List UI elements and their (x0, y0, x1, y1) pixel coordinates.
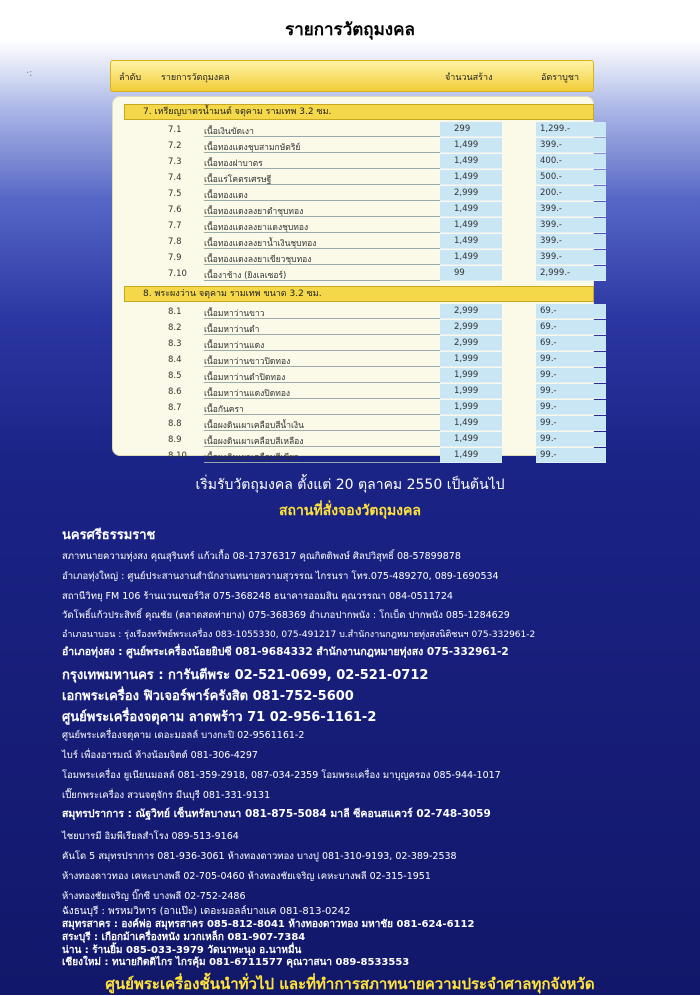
order-heading: สถานที่สั่งจองวัตถุมงคล (279, 503, 421, 519)
contact-line: ห้างทองดาวทอง เคหะบางพลี 02-705-0460 ห้างทองชัยเจริญ เคหะบางพลี 02-315-1951 (62, 871, 431, 882)
item-number: 8.8 (168, 419, 182, 429)
page-title: รายการวัตถุมงคล (285, 20, 415, 40)
table-row (124, 234, 594, 250)
contact-line: ศูนย์พระเครื่องจตุคาม ลาดพร้าว 71 02-956-1161-2 (62, 710, 377, 725)
item-name: เนื้องาช้าง (ยิงเลเซอร์) (204, 268, 466, 281)
item-quantity: 299 (440, 122, 502, 137)
item-number: 7.10 (168, 269, 187, 279)
contact-line: ไชยบารมี อิมพีเรียลสำโรง 089-513-9164 (62, 831, 239, 842)
item-quantity: 2,999 (440, 320, 502, 335)
item-price: 2,999.- (536, 266, 606, 281)
region-chiangmai: เชียงใหม่ : ทนายกิตติไกร ไกรคุ้ม 081-6711577 คุณวาสนา 089-8533553 (62, 957, 410, 968)
item-quantity: 99 (440, 266, 502, 281)
item-number: 7.2 (168, 141, 182, 151)
item-number: 8.3 (168, 339, 182, 349)
item-name: เนื้อผงดินเผาเคลือบสีเหลือง (204, 434, 466, 447)
contact-line: เปี๊ยกพระเครื่อง สวนจตุจักร มีนบุรี 081-331-9131 (62, 790, 271, 801)
item-quantity: 1,999 (440, 368, 502, 383)
item-number: 8.9 (168, 435, 182, 445)
table-header (110, 60, 594, 92)
table-row (124, 186, 594, 202)
item-number: 7.4 (168, 173, 182, 183)
item-name: เนื้อแร่โคตรเศรษฐี (204, 172, 466, 185)
item-name: เนื้อมหาว่านขาวปิดทอง (204, 354, 466, 367)
header-qty: จำนวนสร้าง (445, 73, 493, 83)
item-number: 7.5 (168, 189, 182, 199)
item-number: 7.1 (168, 125, 182, 135)
contact-line: อำเภอนาบอน : รุ่งเรืองทรัพย์พระเครื่อง 083-1055330, 075-491217 บ.สำนักงานกฎหมายทุ่งสงนิติชนฯ 075-332961-2 (62, 630, 536, 640)
item-price: 69.- (536, 336, 606, 351)
region-samutprakan: สมุทรปราการ : ณัฐวิทย์ เซ็นทรัลบางนา 081-875-5084 มาลี ซีคอนสแควร์ 02-748-3059 (62, 808, 491, 820)
table-row (124, 400, 594, 416)
item-quantity: 1,499 (440, 416, 502, 431)
item-price: 200.- (536, 186, 606, 201)
contact-line: อำเภอทุ่งสง : ศูนย์พระเครื่องน้อยยิปซี 081-9684332 สำนักงานกฎหมายทุ่งสง 075-332961-2 (62, 646, 509, 658)
item-number: 7.9 (168, 253, 182, 263)
item-quantity: 1,499 (440, 154, 502, 169)
item-quantity: 1,499 (440, 170, 502, 185)
contact-line: สถานีวิทยุ FM 106 ร้านแวนเซอร์วิส 075-368248 ธนาคารออมสิน คุณวรรณา 084-0511724 (62, 591, 453, 602)
item-quantity: 1,499 (440, 250, 502, 265)
table-row (124, 432, 594, 448)
region-saraburi: สระบุรี : เกือกม้าเครื่องหนัง มวกเหล็ก 081-907-7384 (62, 932, 306, 943)
table-row (124, 122, 594, 138)
table-row (124, 336, 594, 352)
item-name: เนื้อทองแดง (204, 188, 466, 201)
item-number: 7.6 (168, 205, 182, 215)
item-price: 1,299.- (536, 122, 606, 137)
region-nakhon: นครศรีธรรมราช (62, 528, 156, 543)
item-price: 99.- (536, 368, 606, 383)
contact-line: ศูนย์พระเครื่องจตุคาม เดอะมอลล์ บางกะปิ 02-9561161-2 (62, 730, 305, 741)
item-name: เนื้อมหาว่านขาว (204, 306, 466, 319)
item-number: 8.10 (168, 451, 187, 461)
item-price: 99.- (536, 448, 606, 463)
item-price: 399.- (536, 250, 606, 265)
contact-line: ห้างทองชัยเจริญ บิ๊กซี บางพลี 02-752-2486 (62, 891, 246, 902)
item-quantity: 1,999 (440, 352, 502, 367)
item-number: 7.3 (168, 157, 182, 167)
item-quantity: 1,999 (440, 384, 502, 399)
header-price: อัตราบูชา (541, 73, 580, 83)
item-price: 400.- (536, 154, 606, 169)
item-quantity: 1,999 (440, 400, 502, 415)
item-name: เนื้อผงดินเผาเคลือบสีน้ำเงิน (204, 418, 466, 431)
item-name: เนื้อทองแดงชุบสามกษัตริย์ (204, 140, 466, 153)
contact-line: ไบร์ เพื่องอารมณ์ ห้างน้อมจิตต์ 081-306-4297 (62, 750, 258, 761)
item-price: 500.- (536, 170, 606, 185)
contact-line: วัดโพธิ์แก้วประสิทธิ์ คุณชัย (ตลาดสดท่ายาง) 075-368369 อำเภอปากพนัง : โกเบ็ด ปากพนัง 085-1284629 (62, 610, 510, 621)
table-row (124, 218, 594, 234)
item-price: 69.- (536, 320, 606, 335)
item-quantity: 1,499 (440, 202, 502, 217)
item-number: 7.8 (168, 237, 182, 247)
item-number: 8.7 (168, 403, 182, 413)
item-name: เนื้อทองแดงลงยาดำชุบทอง (204, 204, 466, 217)
item-quantity: 1,499 (440, 448, 502, 463)
region-samutsakhon: สมุทรสาคร : องค์พ่อ สมุทรสาคร 085-812-8041 ห้างทองดาวทอง มหาชัย 081-624-6112 (62, 919, 475, 930)
section-header: 7. เหรียญบาตรน้ำมนต์ จตุคาม รามเทพ 3.2 ซม. (124, 104, 594, 120)
item-price: 99.- (536, 432, 606, 447)
region-nan: น่าน : ร้านยิ้ม 085-033-3979 วัดนาทะนุง อ.นาหมื่น (62, 945, 302, 956)
item-price: 99.- (536, 352, 606, 367)
table-row (124, 352, 594, 368)
item-price: 399.- (536, 234, 606, 249)
region-thonburi: ฉังธนบุรี : พรหมวิหาร (อาแป๊ะ) เดอะมอลล์บางแค 081-813-0242 (62, 906, 351, 917)
header-no: ลำดับ (119, 73, 142, 83)
item-name: เนื้อมหาว่านดำปิดทอง (204, 370, 466, 383)
table-row (124, 266, 594, 282)
contact-line: อำเภอทุ่งใหญ่ : ศูนย์ประสานงานสำนักงานทนายความสุวรรณ ไกรนรา โทร.075-489270, 089-1690534 (62, 571, 499, 582)
table-row (124, 384, 594, 400)
item-name: เนื้อผงดินเผาเคลือบสีเขียว (204, 450, 466, 463)
contact-line: คันโด 5 สมุทรปราการ 081-936-3061 ห้างทองดาวทอง บางปู 081-310-9193, 02-389-2538 (62, 851, 457, 862)
table-row (124, 250, 594, 266)
item-name: เนื้อมหาว่านดำ (204, 322, 466, 335)
item-price: 69.- (536, 304, 606, 319)
table-row (124, 448, 594, 464)
item-price: 99.- (536, 400, 606, 415)
table-row (124, 138, 594, 154)
table-row (124, 170, 594, 186)
item-price: 399.- (536, 218, 606, 233)
item-name: เนื้อเงินขัดเงา (204, 124, 466, 137)
item-quantity: 1,499 (440, 234, 502, 249)
table-row (124, 368, 594, 384)
item-name: เนื้อทองฝาบาตร (204, 156, 466, 169)
item-quantity: 1,499 (440, 138, 502, 153)
item-name: เนื้อทองแดงลงยาแดงชุบทอง (204, 220, 466, 233)
table-row (124, 320, 594, 336)
item-name: เนื้อมหาว่านแดง (204, 338, 466, 351)
item-number: 7.7 (168, 221, 182, 231)
item-name: เนื้อทองแดงลงยาน้ำเงินชุบทอง (204, 236, 466, 249)
section-header: 8. พระผงว่าน จตุคาม รามเทพ ขนาด 3.2 ซม. (124, 286, 594, 302)
table-row (124, 416, 594, 432)
item-price: 399.- (536, 202, 606, 217)
table-row (124, 154, 594, 170)
item-quantity: 2,999 (440, 336, 502, 351)
item-name: เนื้อมหาว่านแดงปิดทอง (204, 386, 466, 399)
contact-line: เอกพระเครื่อง ฟิวเจอร์พาร์ครังสิต 081-752-5600 (62, 689, 354, 704)
item-quantity: 2,999 (440, 304, 502, 319)
item-number: 8.5 (168, 371, 182, 381)
contact-line: โอมพระเครื่อง ยูเนียนมอลล์ 081-359-2918, 087-034-2359 โอมพระเครื่อง มาบุญครอง 085-944-1017 (62, 770, 501, 781)
region-bangkok: กรุงเทพมหานคร : การันตีพระ 02-521-0699, 02-521-0712 (62, 668, 429, 683)
item-name: เนื้อกันครา (204, 402, 466, 415)
item-price: 99.- (536, 384, 606, 399)
table-row (124, 202, 594, 218)
item-price: 399.- (536, 138, 606, 153)
contact-line: สภาทนายความทุ่งสง คุณสุรินทร์ แก้วเกื้อ 08-17376317 คุณกิตติพงษ์ ศิลปวิสุทธิ์ 08-57899878 (62, 551, 461, 562)
table-row (124, 304, 594, 320)
item-number: 8.6 (168, 387, 182, 397)
footer-text: ศูนย์พระเครื่องชั้นนำทั่วไป และที่ทำการสภาทนายความประจำศาลทุกจังหวัด (105, 975, 595, 993)
page-mark: ·: (26, 68, 33, 79)
item-number: 8.4 (168, 355, 182, 365)
item-quantity: 2,999 (440, 186, 502, 201)
item-quantity: 1,499 (440, 432, 502, 447)
item-number: 8.2 (168, 323, 182, 333)
item-name: เนื้อทองแดงลงยาเขียวชุบทอง (204, 252, 466, 265)
item-price: 99.- (536, 416, 606, 431)
item-number: 8.1 (168, 307, 182, 317)
start-notice: เริ่มรับวัตถุมงคล ตั้งแต่ 20 ตุลาคม 2550 เป็นต้นไป (195, 477, 505, 493)
header-item: รายการวัตถุมงคล (161, 73, 230, 83)
item-quantity: 1,499 (440, 218, 502, 233)
